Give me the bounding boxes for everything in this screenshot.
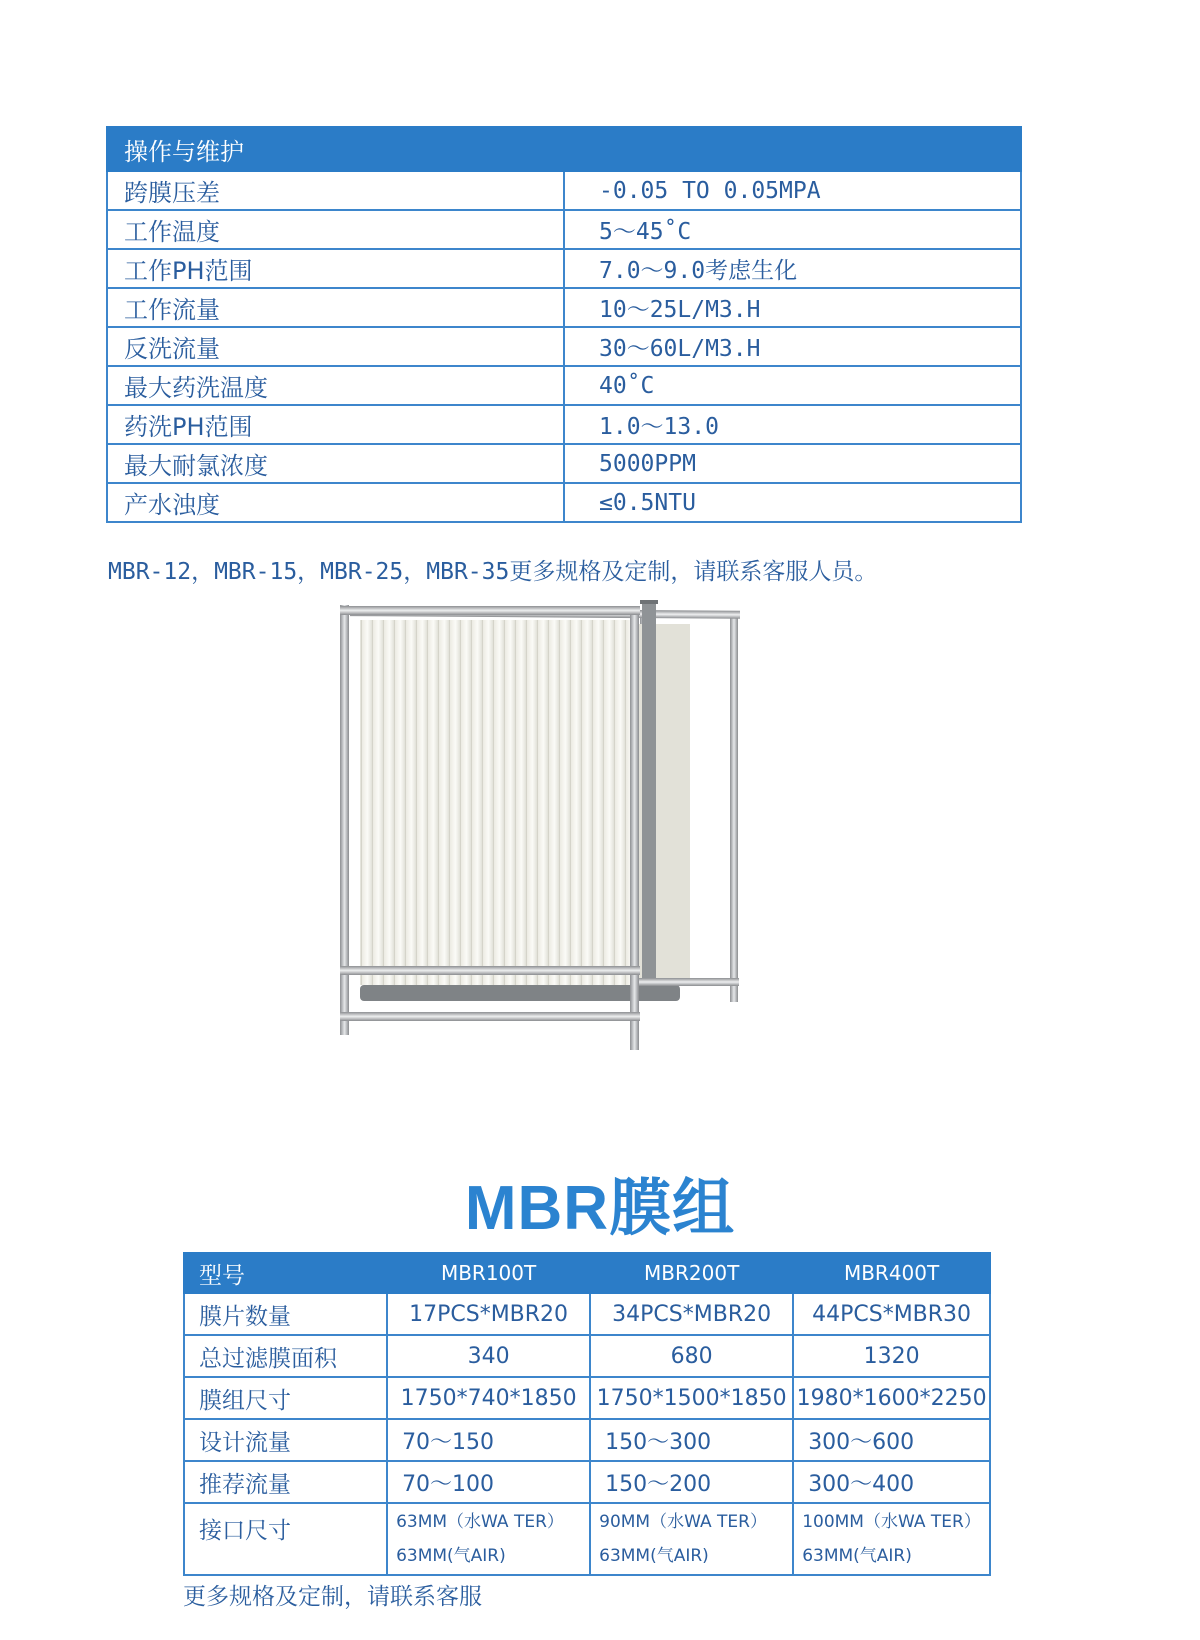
port-air: 63MM(气AIR) — [802, 1546, 912, 1566]
cell: 17PCS*MBR20 — [387, 1293, 590, 1335]
row-label: 工作温度 — [107, 210, 564, 249]
row-value: 5～45˚C — [564, 210, 1021, 249]
row-label: 接口尺寸 — [184, 1503, 387, 1575]
row-label: 总过滤膜面积 — [184, 1335, 387, 1377]
cell — [590, 1503, 793, 1575]
cell: 300～400 — [793, 1461, 990, 1503]
table-row — [107, 366, 1021, 405]
row-label: 膜组尺寸 — [184, 1377, 387, 1419]
row-value: 10～25L/M3.H — [564, 288, 1021, 327]
row-value: 40˚C — [564, 366, 1021, 405]
specs-contact-note: MBR-12，MBR-15，MBR-25，MBR-35更多规格及定制，请联系客服人员。 — [108, 559, 878, 585]
header-mbr400t: MBR400T — [793, 1253, 990, 1293]
table-row — [107, 444, 1021, 483]
table-row-port-size — [184, 1503, 990, 1575]
cell: 300～600 — [793, 1419, 990, 1461]
cell: 1980*1600*2250 — [793, 1377, 990, 1419]
row-value: ≤0.5NTU — [564, 483, 1021, 522]
mbr-membrane-module-image — [340, 600, 800, 1120]
row-value: 7.0～9.0考虑生化 — [564, 249, 1021, 288]
header-mbr200t: MBR200T — [590, 1253, 793, 1293]
cell: 34PCS*MBR20 — [590, 1293, 793, 1335]
table-row — [107, 249, 1021, 288]
table-row — [184, 1293, 990, 1335]
table-row — [107, 483, 1021, 522]
page-title: MBR膜组 — [464, 1174, 736, 1243]
table-row — [107, 288, 1021, 327]
cell: 340 — [387, 1335, 590, 1377]
row-label: 膜片数量 — [184, 1293, 387, 1335]
cell: 1320 — [793, 1335, 990, 1377]
cell — [793, 1503, 990, 1575]
table-row — [184, 1335, 990, 1377]
row-label: 设计流量 — [184, 1419, 387, 1461]
table-row — [107, 327, 1021, 366]
table-header-row — [107, 127, 1021, 171]
row-label: 推荐流量 — [184, 1461, 387, 1503]
row-value: -0.05 TO 0.05MPA — [564, 171, 1021, 210]
cell: 70～100 — [387, 1461, 590, 1503]
cell: 44PCS*MBR30 — [793, 1293, 990, 1335]
table-row — [107, 405, 1021, 444]
row-label: 药洗PH范围 — [107, 405, 564, 444]
row-label: 反洗流量 — [107, 327, 564, 366]
mbr-spec-table — [183, 1252, 991, 1576]
operation-maintenance-table — [106, 126, 1022, 523]
table-row — [107, 171, 1021, 210]
table-row — [184, 1419, 990, 1461]
row-label: 工作流量 — [107, 288, 564, 327]
cell — [387, 1503, 590, 1575]
port-water: 63MM（水WA TER） — [396, 1512, 564, 1532]
cell: 1750*1500*1850 — [590, 1377, 793, 1419]
row-label: 工作PH范围 — [107, 249, 564, 288]
contact-note: 更多规格及定制，请联系客服 — [183, 1584, 482, 1610]
cell: 1750*740*1850 — [387, 1377, 590, 1419]
row-value: 1.0～13.0 — [564, 405, 1021, 444]
port-water: 100MM（水WA TER） — [802, 1512, 981, 1532]
row-value: 30～60L/M3.H — [564, 327, 1021, 366]
cell: 70～150 — [387, 1419, 590, 1461]
row-label: 最大耐氯浓度 — [107, 444, 564, 483]
header-mbr100t: MBR100T — [387, 1253, 590, 1293]
table-row — [184, 1461, 990, 1503]
port-water: 90MM（水WA TER） — [599, 1512, 767, 1532]
row-label: 产水浊度 — [107, 483, 564, 522]
table-row — [107, 210, 1021, 249]
table-row — [184, 1377, 990, 1419]
cell: 680 — [590, 1335, 793, 1377]
cell: 150～200 — [590, 1461, 793, 1503]
header-model: 型号 — [184, 1253, 387, 1293]
cell: 150～300 — [590, 1419, 793, 1461]
port-air: 63MM(气AIR) — [599, 1546, 709, 1566]
table-header: 操作与维护 — [107, 127, 1021, 171]
port-air: 63MM(气AIR) — [396, 1546, 506, 1566]
table-header-row — [184, 1253, 990, 1293]
row-value: 5000PPM — [564, 444, 1021, 483]
row-label: 最大药洗温度 — [107, 366, 564, 405]
row-label: 跨膜压差 — [107, 171, 564, 210]
